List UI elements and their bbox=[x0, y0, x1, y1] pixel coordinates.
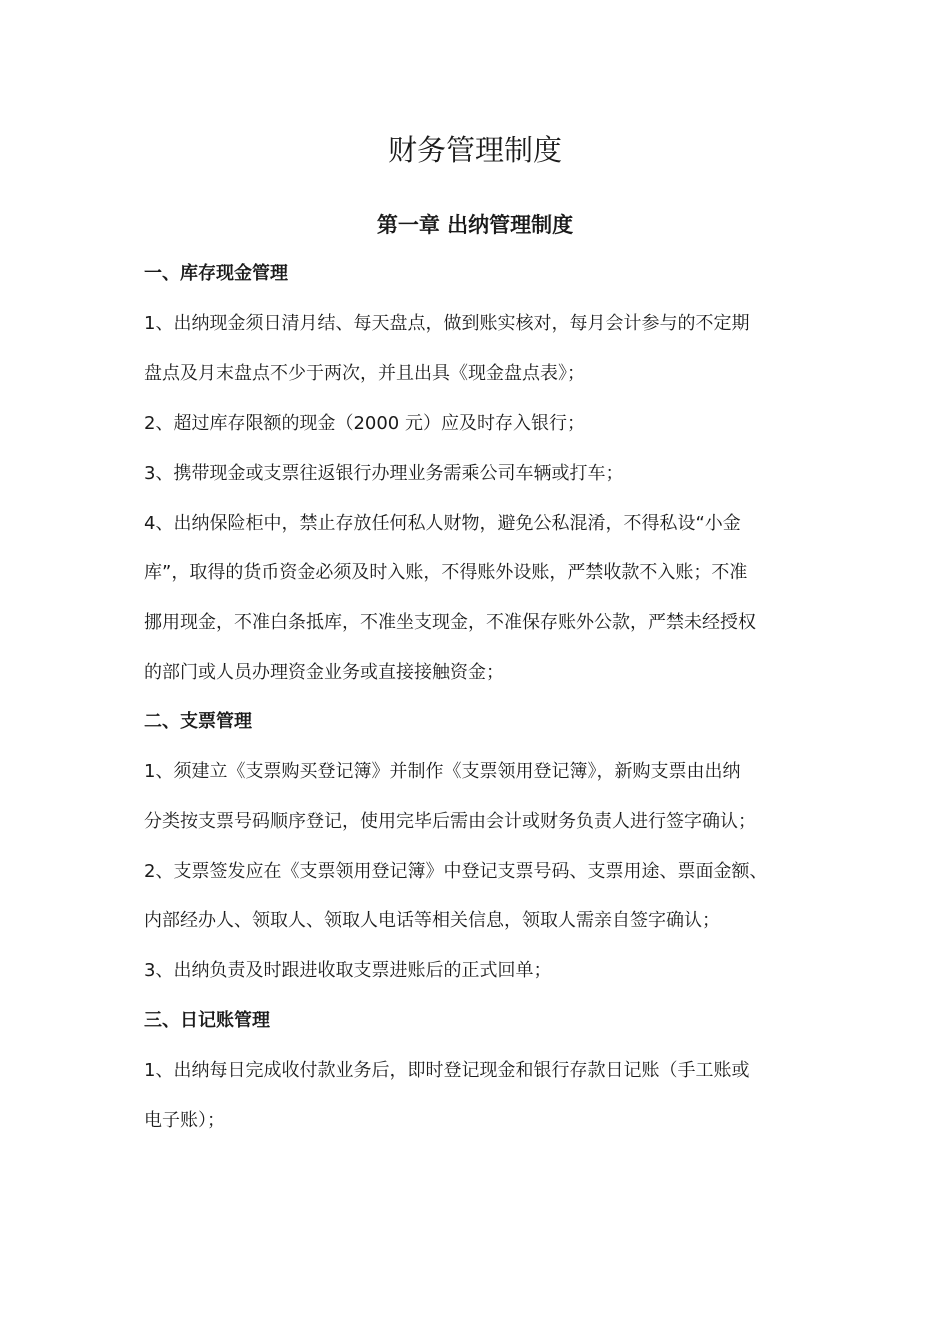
section-heading-journal: 三、日记账管理 bbox=[144, 1010, 270, 1031]
paragraph-line: 库”，取得的货币资金必须及时入账，不得账外设账，严禁收款不入账；不准 bbox=[144, 562, 748, 583]
paragraph-line: 盘点及月末盘点不少于两次，并且出具《现金盘点表》； bbox=[144, 363, 585, 384]
paragraph-line: 挪用现金，不准白条抵库，不准坐支现金，不准保存账外公款，严禁未经授权 bbox=[144, 612, 756, 633]
paragraph-line: 内部经办人、领取人、领取人电话等相关信息，领取人需亲自签字确认； bbox=[144, 910, 720, 931]
paragraph-line: 2、超过库存限额的现金（2000 元）应及时存入银行； bbox=[144, 413, 585, 434]
paragraph-line: 1、出纳现金须日清月结、每天盘点，做到账实核对，每月会计参与的不定期 bbox=[144, 313, 750, 334]
paragraph-line: 1、出纳每日完成收付款业务后，即时登记现金和银行存款日记账（手工账或 bbox=[144, 1060, 750, 1081]
paragraph-line: 分类按支票号码顺序登记，使用完毕后需由会计或财务负责人进行签字确认； bbox=[144, 811, 756, 832]
paragraph-line: 3、出纳负责及时跟进收取支票进账后的正式回单； bbox=[144, 960, 552, 981]
paragraph-line: 1、须建立《支票购买登记簿》并制作《支票领用登记簿》，新购支票由出纳 bbox=[144, 761, 741, 782]
document-title: 财务管理制度 bbox=[387, 133, 562, 167]
paragraph-line: 3、携带现金或支票往返银行办理业务需乘公司车辆或打车； bbox=[144, 463, 624, 484]
paragraph-line: 4、出纳保险柜中，禁止存放任何私人财物，避免公私混淆，不得私设“小金 bbox=[144, 513, 741, 534]
section-heading-check: 二、支票管理 bbox=[144, 711, 252, 732]
paragraph-line: 电子账）； bbox=[144, 1110, 225, 1131]
paragraph-line: 的部门或人员办理资金业务或直接接触资金； bbox=[144, 662, 504, 683]
chapter-title: 第一章 出纳管理制度 bbox=[376, 213, 574, 237]
paragraph-line: 2、支票签发应在《支票领用登记簿》中登记支票号码、支票用途、票面金额、 bbox=[144, 861, 768, 882]
section-heading-cash: 一、库存现金管理 bbox=[144, 263, 288, 284]
